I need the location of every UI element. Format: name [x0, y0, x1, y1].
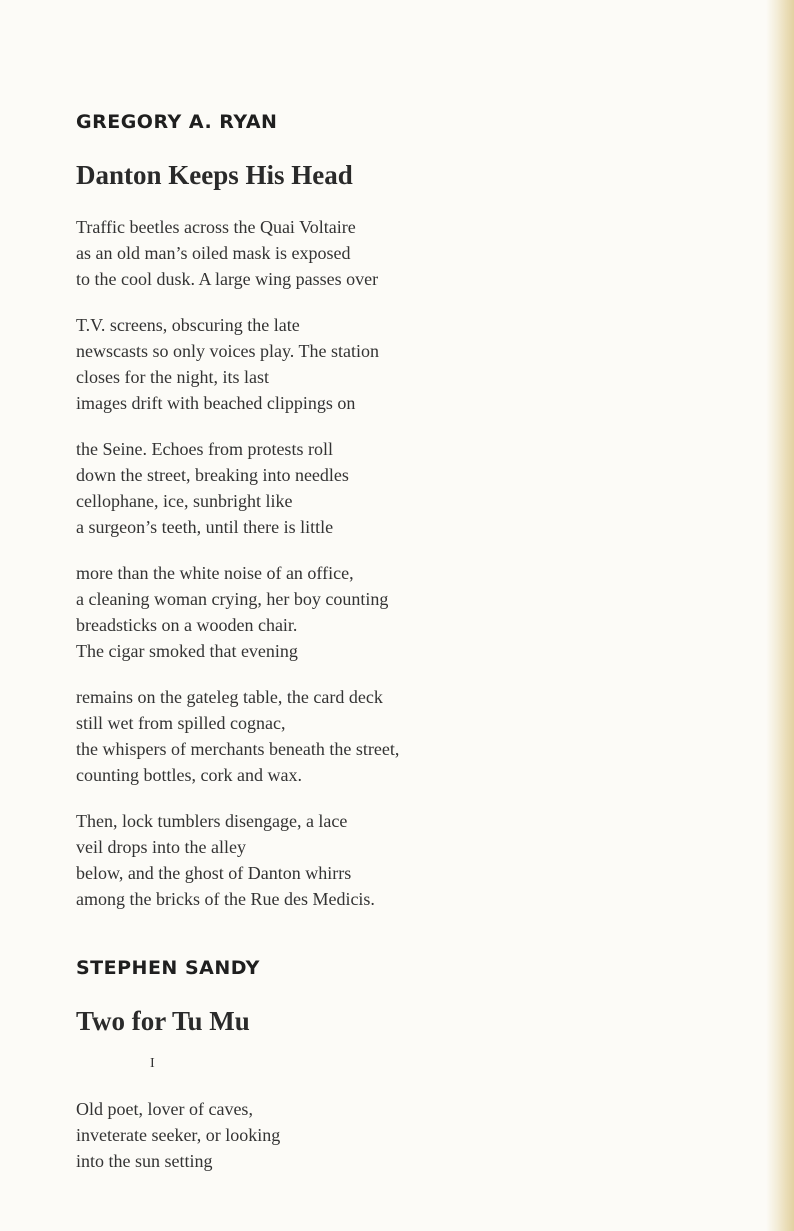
poem-line: a surgeon’s teeth, until there is little: [76, 517, 334, 537]
poem-line: the Seine. Echoes from protests roll: [76, 439, 333, 459]
poem-line: still wet from spilled cognac,: [76, 713, 286, 733]
poem-line: inveterate seeker, or looking: [76, 1125, 281, 1145]
stanza: [76, 1096, 696, 1174]
poem-line: as an old man’s oiled mask is exposed: [76, 243, 351, 263]
poem-line: remains on the gateleg table, the card deck: [76, 687, 383, 707]
poem-line: newscasts so only voices play. The station: [76, 341, 379, 361]
page-content: [76, 108, 696, 1174]
poem-line: cellophane, ice, sunbright like: [76, 491, 293, 511]
stanza: [76, 436, 696, 540]
poem-line: The cigar smoked that evening: [76, 641, 298, 661]
poem-line: veil drops into the alley: [76, 837, 246, 857]
poem-line: closes for the night, its last: [76, 367, 269, 387]
poem-line: Then, lock tumblers disengage, a lace: [76, 811, 348, 831]
poem-line: counting bottles, cork and wax.: [76, 765, 302, 785]
poem-line: a cleaning woman crying, her boy counting: [76, 589, 389, 609]
poem-line: Old poet, lover of caves,: [76, 1099, 253, 1119]
poem-title: Danton Keeps His Head: [76, 160, 353, 190]
section-numeral: I: [150, 1056, 155, 1071]
page-edge-shadow: [766, 0, 794, 1231]
poem-line: to the cool dusk. A large wing passes over: [76, 269, 379, 289]
poem-line: among the bricks of the Rue des Medicis.: [76, 889, 375, 909]
poem-author: GREGORY A. RYAN: [76, 111, 278, 133]
poem-line: breadsticks on a wooden chair.: [76, 615, 298, 635]
poem-title: Two for Tu Mu: [76, 1006, 250, 1036]
poem-line: the whispers of merchants beneath the street,: [76, 739, 400, 759]
poem-line: into the sun setting: [76, 1151, 213, 1171]
stanza: [76, 808, 696, 912]
poem-line: images drift with beached clippings on: [76, 393, 356, 413]
stanza: [76, 684, 696, 788]
poem: [76, 954, 696, 1174]
stanza: [76, 214, 696, 292]
poem-author: STEPHEN SANDY: [76, 957, 260, 979]
stanza: [76, 312, 696, 416]
poem-line: T.V. screens, obscuring the late: [76, 315, 300, 335]
poem-line: more than the white noise of an office,: [76, 563, 354, 583]
poem: [76, 108, 696, 912]
poem-line: Traffic beetles across the Quai Voltaire: [76, 217, 356, 237]
stanza: [76, 560, 696, 664]
poem-line: down the street, breaking into needles: [76, 465, 349, 485]
poem-line: below, and the ghost of Danton whirrs: [76, 863, 352, 883]
